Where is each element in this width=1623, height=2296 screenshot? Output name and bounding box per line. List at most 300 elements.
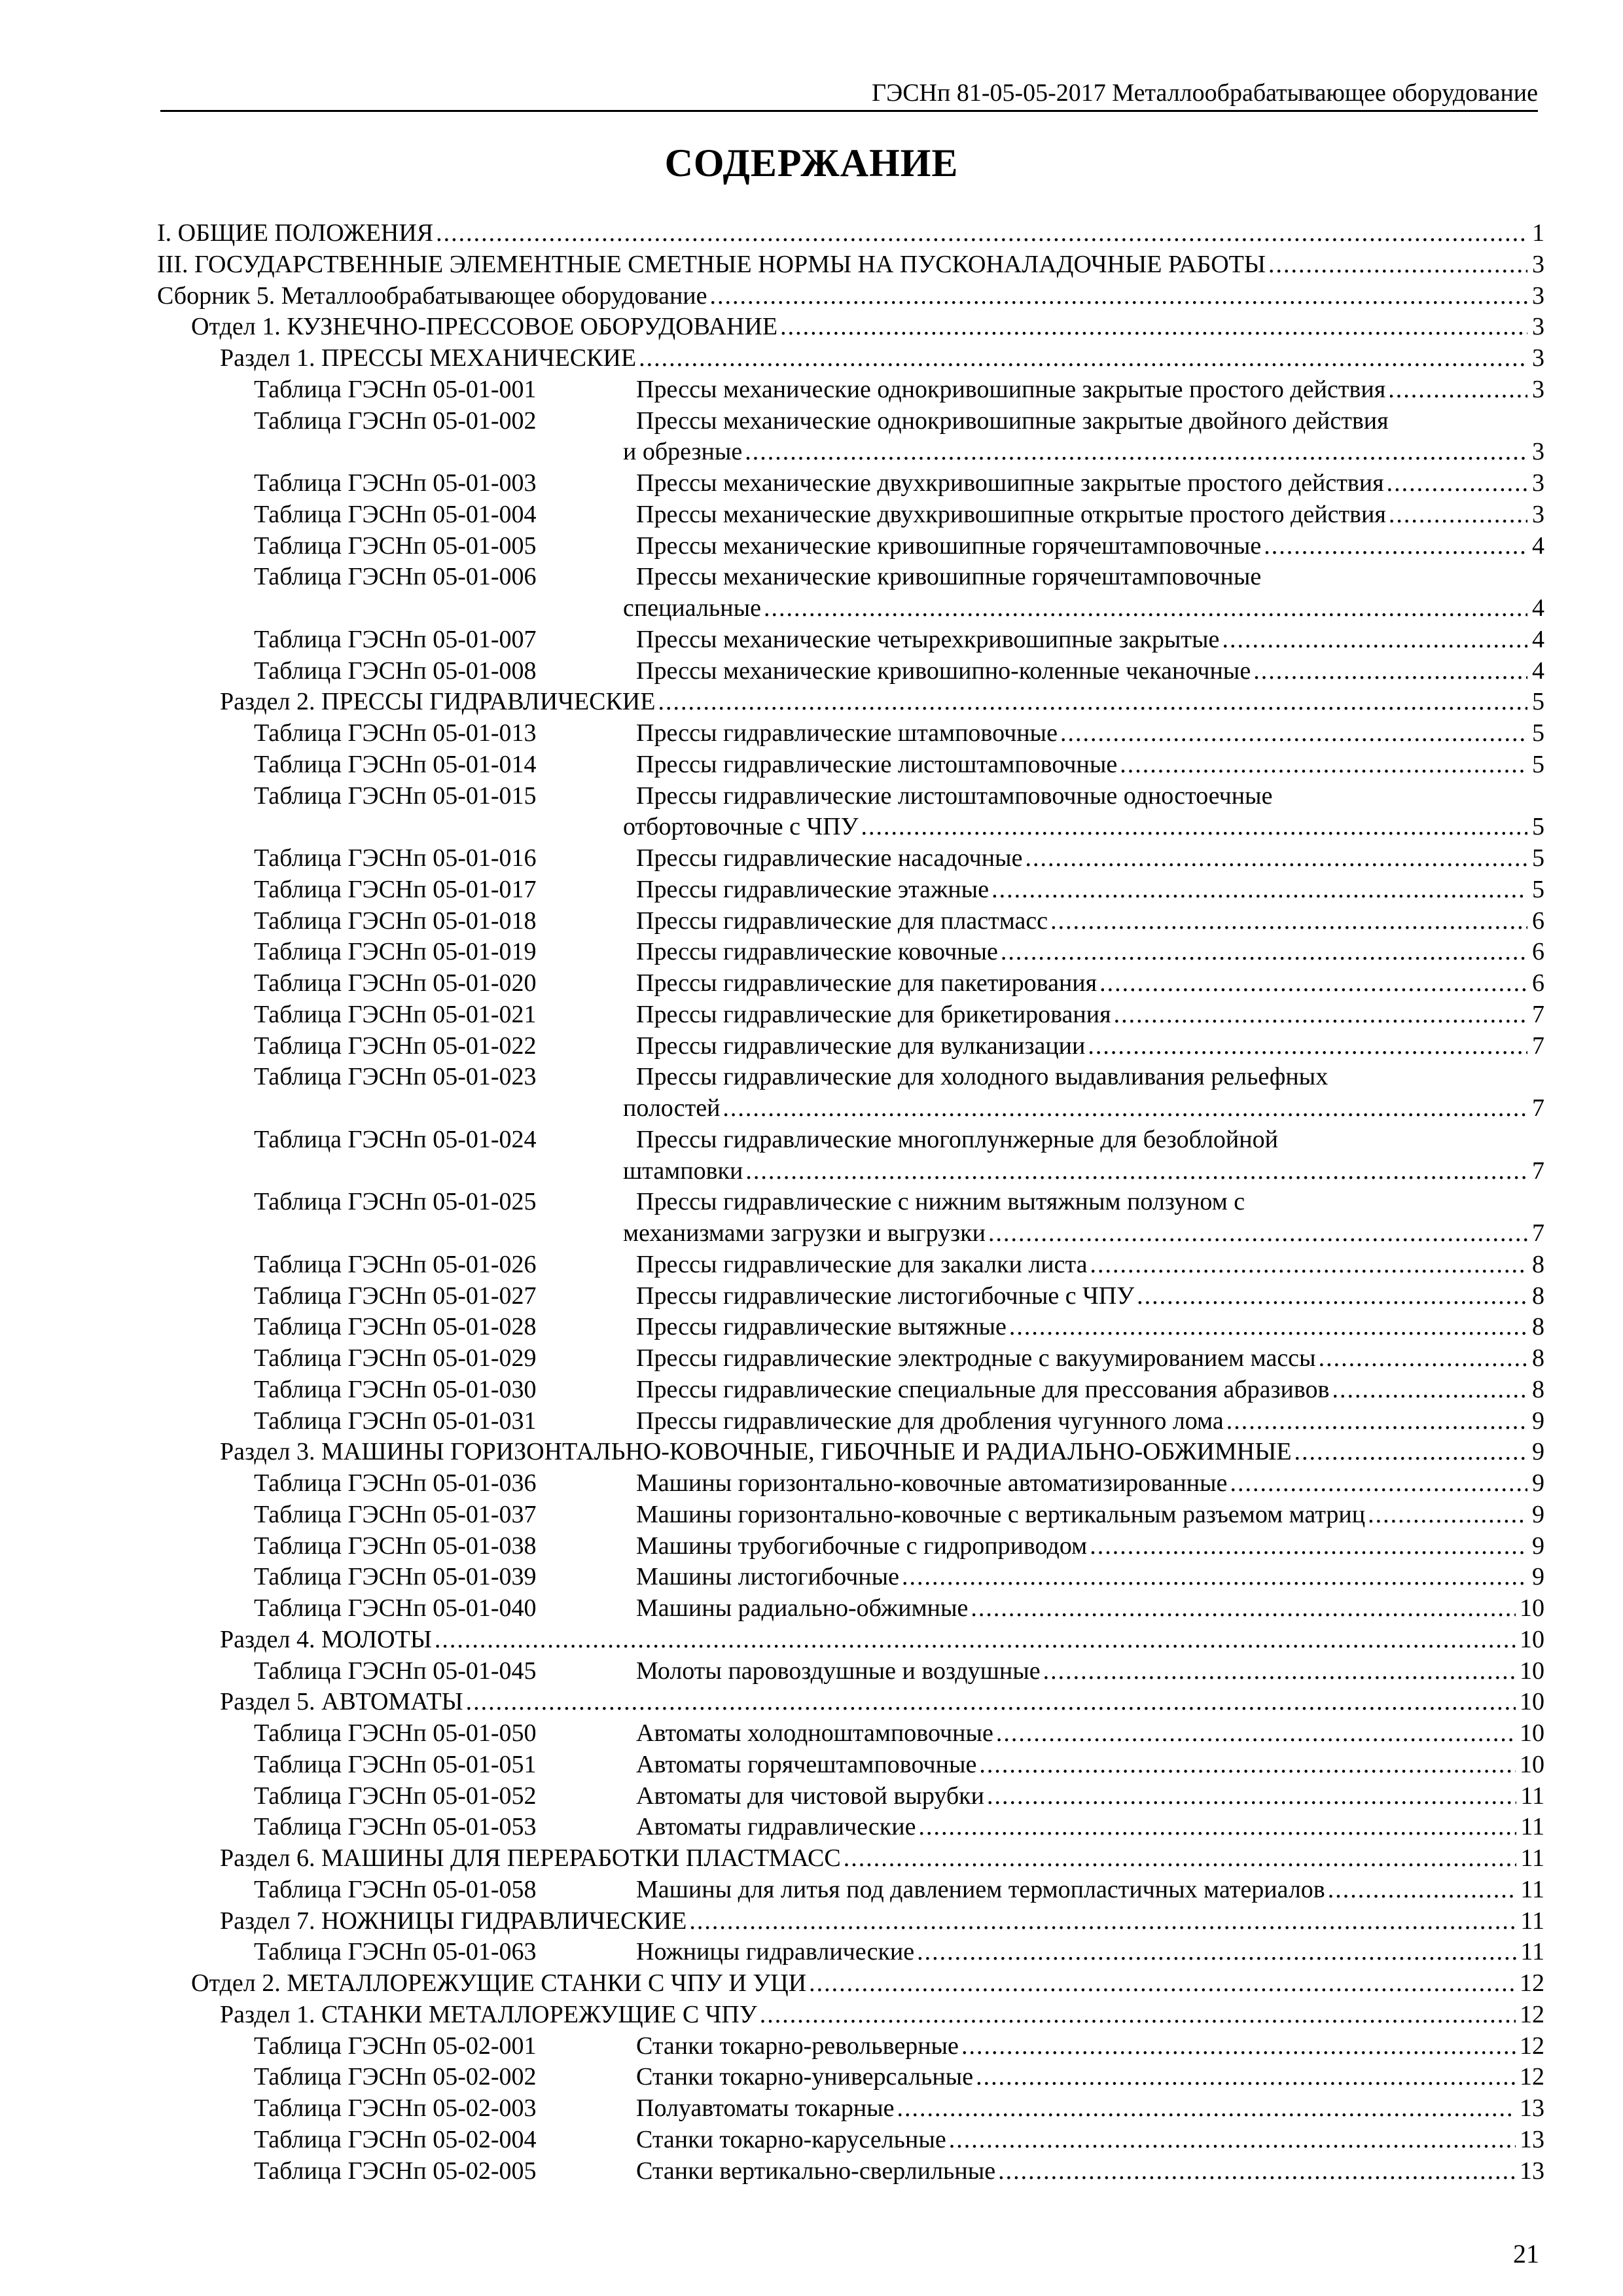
- toc-table-entry[interactable]: [157, 1562, 1544, 1593]
- toc-page-ref: 9: [1532, 1469, 1544, 1497]
- toc-table-desc: Прессы гидравлические электродные с вакуумированием массы: [636, 1344, 1316, 1372]
- toc-page-ref: 6: [1532, 906, 1544, 935]
- dot-leader: [1332, 1374, 1527, 1406]
- toc-table-entry[interactable]: [157, 781, 1544, 812]
- toc-entry[interactable]: [157, 1624, 1544, 1656]
- toc-table-desc: Прессы гидравлические многоплунжерные для безоблойной: [636, 1125, 1278, 1153]
- toc-table-desc: Станки токарно-универсальные: [636, 2063, 974, 2091]
- toc-page-ref: 9: [1532, 1532, 1544, 1560]
- dot-leader: [1268, 249, 1527, 281]
- toc-table-code: Таблица ГЭСНп 05-01-004: [254, 500, 537, 528]
- toc-entry[interactable]: [157, 1968, 1544, 2000]
- toc-page-ref: 9: [1532, 1438, 1544, 1466]
- toc-table-desc-continuation[interactable]: [157, 1156, 1544, 1187]
- toc-table-desc-line: [636, 2031, 1544, 2062]
- toc-page-ref: 3: [1532, 438, 1544, 466]
- toc-table-entry[interactable]: [157, 718, 1544, 749]
- toc-table-entry[interactable]: [157, 1312, 1544, 1343]
- toc-page-ref: 3: [1532, 313, 1544, 341]
- toc-entry-title: Раздел 3. МАШИНЫ ГОРИЗОНТАЛЬНО-КОВОЧНЫЕ, ГИБОЧНЫЕ И РАДИАЛЬНО-ОБЖИМНЫЕ: [220, 1438, 1292, 1466]
- dot-leader: [1090, 1531, 1527, 1562]
- toc-table-code: Таблица ГЭСНп 05-01-020: [254, 969, 537, 997]
- page-number: 21: [1513, 2239, 1539, 2269]
- toc-table-desc-line: [636, 531, 1544, 562]
- toc-table-desc-line: [636, 406, 1544, 437]
- toc-table-code: Таблица ГЭСНп 05-01-036: [254, 1469, 537, 1497]
- toc-table-desc-line: [636, 874, 1544, 906]
- toc-table-desc-line: [636, 499, 1544, 531]
- toc-entry[interactable]: [157, 218, 1544, 249]
- toc-table-desc-line: [636, 2125, 1544, 2156]
- toc-entry-title: Раздел 1. ПРЕССЫ МЕХАНИЧЕСКИЕ: [220, 344, 637, 372]
- toc-entry[interactable]: [157, 1906, 1544, 1937]
- toc-entry-title: Раздел 1. СТАНКИ МЕТАЛЛОРЕЖУЩИЕ С ЧПУ: [220, 2000, 757, 2028]
- toc-table-entry[interactable]: [157, 499, 1544, 531]
- toc-table-code: Таблица ГЭСНп 05-01-013: [254, 719, 537, 747]
- dot-leader: [435, 1624, 1516, 1656]
- toc-entry[interactable]: [157, 687, 1544, 718]
- toc-table-desc: отбортовочные с ЧПУ: [623, 813, 859, 841]
- toc-table-entry[interactable]: [157, 874, 1544, 906]
- toc-page-ref: 5: [1532, 719, 1544, 747]
- toc-table-desc: Ножницы гидравлические: [636, 1938, 915, 1966]
- toc-table-code: Таблица ГЭСНп 05-01-016: [254, 844, 537, 872]
- dot-leader: [1137, 1281, 1527, 1312]
- toc-table-desc-continuation[interactable]: [157, 437, 1544, 468]
- toc-table-desc-line: [636, 562, 1544, 593]
- dot-leader: [1050, 906, 1527, 937]
- toc-table-code: Таблица ГЭСНп 05-01-037: [254, 1500, 537, 1528]
- toc-table-entry[interactable]: [157, 1874, 1544, 1906]
- toc-page-ref: 3: [1532, 281, 1544, 310]
- toc-table-code: Таблица ГЭСНп 05-01-052: [254, 1782, 537, 1810]
- dot-leader: [1253, 656, 1527, 687]
- toc-page-ref: 10: [1520, 1594, 1544, 1622]
- toc-table-entry[interactable]: [157, 1749, 1544, 1781]
- dot-leader: [996, 1718, 1516, 1749]
- toc-entry[interactable]: [157, 1687, 1544, 1718]
- toc-table-desc: Прессы гидравлические этажные: [636, 875, 990, 903]
- toc-table-code: Таблица ГЭСНп 05-01-027: [254, 1282, 537, 1310]
- toc-table-desc: Прессы гидравлические с нижним вытяжным ползуном с: [636, 1188, 1245, 1216]
- toc-table-code: Таблица ГЭСНп 05-01-014: [254, 750, 537, 778]
- toc-table-code: Таблица ГЭСНп 05-01-058: [254, 1875, 537, 1903]
- toc-page-ref: 8: [1532, 1375, 1544, 1403]
- toc-page-ref: 7: [1532, 1031, 1544, 1060]
- toc-table-entry[interactable]: [157, 1062, 1544, 1093]
- toc-table-entry[interactable]: [157, 374, 1544, 406]
- toc-entry-title: Раздел 5. АВТОМАТЫ: [220, 1688, 463, 1716]
- toc-table-desc: Прессы гидравлические листоштамповочные одностоечные: [636, 781, 1273, 810]
- dot-leader: [979, 1749, 1516, 1781]
- toc-entry[interactable]: [157, 249, 1544, 281]
- toc-table-entry[interactable]: [157, 406, 1544, 437]
- toc-table-desc-continuation[interactable]: [157, 812, 1544, 843]
- toc-table-desc: Прессы механические кривошипные горячештамповочные: [636, 531, 1262, 560]
- toc-table-desc-line: [636, 718, 1544, 749]
- dot-leader: [710, 281, 1528, 312]
- toc-table-entry[interactable]: [157, 1406, 1544, 1437]
- dot-leader: [976, 2062, 1516, 2093]
- toc-table-entry[interactable]: [157, 2125, 1544, 2156]
- toc-page-ref: 4: [1532, 594, 1544, 622]
- toc-table-code: Таблица ГЭСНп 05-01-019: [254, 938, 537, 966]
- toc-table-code: Таблица ГЭСНп 05-02-004: [254, 2125, 537, 2153]
- toc-table-entry[interactable]: [157, 2031, 1544, 2062]
- toc-table-desc-line: [636, 1406, 1544, 1437]
- dot-leader: [902, 1562, 1527, 1593]
- dot-leader: [1294, 1437, 1527, 1468]
- toc-page-ref: 5: [1532, 813, 1544, 841]
- toc-page-ref: 9: [1532, 1500, 1544, 1528]
- dot-leader: [722, 1093, 1527, 1124]
- toc-table-code: Таблица ГЭСНп 05-02-001: [254, 2032, 537, 2060]
- toc-page-ref: 4: [1532, 656, 1544, 685]
- toc-table-entry[interactable]: [157, 1249, 1544, 1281]
- toc-table-desc: Прессы гидравлические для закалки листа: [636, 1250, 1088, 1278]
- dot-leader: [760, 2000, 1516, 2031]
- toc-page-ref: 9: [1532, 1407, 1544, 1435]
- toc-table-desc: Машины горизонтально-ковочные с вертикальным разъемом матриц: [636, 1500, 1366, 1528]
- toc-table-code: Таблица ГЭСНп 05-01-053: [254, 1813, 537, 1841]
- toc-table-desc-line: [636, 624, 1544, 656]
- toc-table-entry[interactable]: [157, 1656, 1544, 1687]
- dot-leader: [658, 687, 1527, 718]
- dot-leader: [745, 437, 1527, 468]
- toc-table-entry[interactable]: [157, 1812, 1544, 1843]
- toc-page-ref: 11: [1520, 1844, 1544, 1872]
- toc-table-desc-line: [636, 1593, 1544, 1624]
- toc-entry[interactable]: [157, 343, 1544, 374]
- toc-page-ref: 3: [1532, 469, 1544, 497]
- toc-table-desc-line: [636, 374, 1544, 406]
- toc-table-desc-line: [636, 2156, 1544, 2187]
- toc-table-desc-line: [636, 1249, 1544, 1281]
- dot-leader: [961, 2031, 1516, 2062]
- dot-leader: [809, 1968, 1516, 2000]
- toc-page-ref: 12: [1520, 1969, 1544, 1997]
- toc-table-entry[interactable]: [157, 531, 1544, 562]
- toc-table-entry[interactable]: [157, 1343, 1544, 1374]
- toc-page-ref: 5: [1532, 688, 1544, 716]
- table-of-contents: [157, 218, 1544, 2187]
- toc-page-ref: 12: [1520, 2032, 1544, 2060]
- toc-entry[interactable]: [157, 1843, 1544, 1874]
- toc-table-code: Таблица ГЭСНп 05-01-031: [254, 1407, 537, 1435]
- toc-table-desc: Прессы гидравлические листоштамповочные: [636, 750, 1118, 778]
- toc-table-desc: и обрезные: [623, 438, 743, 466]
- dot-leader: [1001, 937, 1527, 968]
- toc-table-code: Таблица ГЭСНп 05-01-025: [254, 1188, 537, 1216]
- toc-table-desc-continuation[interactable]: [157, 593, 1544, 624]
- toc-table-entry[interactable]: [157, 1781, 1544, 1812]
- toc-table-code: Таблица ГЭСНп 05-01-029: [254, 1344, 537, 1372]
- toc-table-entry[interactable]: [157, 562, 1544, 593]
- toc-table-entry[interactable]: [157, 1281, 1544, 1312]
- dot-leader: [991, 874, 1527, 906]
- toc-table-desc: Полуавтоматы токарные: [636, 2094, 895, 2122]
- dot-leader: [988, 1218, 1527, 1249]
- toc-page-ref: 13: [1520, 2157, 1544, 2185]
- toc-table-entry[interactable]: [157, 624, 1544, 656]
- toc-table-code: Таблица ГЭСНп 05-01-002: [254, 406, 537, 435]
- toc-page-ref: 8: [1532, 1344, 1544, 1372]
- toc-table-entry[interactable]: [157, 2156, 1544, 2187]
- toc-table-code: Таблица ГЭСНп 05-01-038: [254, 1532, 537, 1560]
- toc-table-desc: Станки вертикально-сверлильные: [636, 2157, 996, 2185]
- toc-table-entry[interactable]: [157, 1718, 1544, 1749]
- toc-table-code: Таблица ГЭСНп 05-01-063: [254, 1938, 537, 1966]
- toc-table-desc: Прессы гидравлические для вулканизации: [636, 1031, 1086, 1060]
- toc-table-entry[interactable]: [157, 906, 1544, 937]
- dot-leader: [639, 343, 1527, 374]
- toc-table-desc-line: [623, 593, 1544, 624]
- dot-leader: [897, 2093, 1516, 2125]
- toc-table-desc-line: [636, 656, 1544, 687]
- toc-table-desc: полостей: [623, 1094, 721, 1122]
- toc-table-entry[interactable]: [157, 656, 1544, 687]
- toc-page-ref: 11: [1520, 1938, 1544, 1966]
- toc-table-entry[interactable]: [157, 937, 1544, 968]
- toc-table-desc-line: [636, 843, 1544, 874]
- toc-table-desc: Прессы механические кривошипные горячештамповочные: [636, 563, 1262, 591]
- toc-table-entry[interactable]: [157, 2062, 1544, 2093]
- toc-table-desc-line: [636, 1499, 1544, 1531]
- toc-table-desc-line: [623, 1093, 1544, 1124]
- toc-table-desc-line: [636, 1281, 1544, 1312]
- toc-table-entry[interactable]: [157, 1187, 1544, 1218]
- dot-leader: [971, 1593, 1516, 1624]
- toc-page-ref: 4: [1532, 625, 1544, 653]
- toc-page-ref: 1: [1532, 219, 1544, 247]
- toc-page-ref: 6: [1532, 969, 1544, 997]
- toc-table-desc-line: [623, 812, 1544, 843]
- toc-table-desc-line: [636, 968, 1544, 999]
- dot-leader: [918, 1812, 1516, 1843]
- running-header: [160, 77, 1538, 112]
- toc-table-code: Таблица ГЭСНп 05-01-024: [254, 1125, 537, 1153]
- dot-leader: [436, 218, 1527, 249]
- toc-table-entry[interactable]: [157, 1468, 1544, 1499]
- toc-table-desc: Автоматы горячештамповочные: [636, 1750, 977, 1778]
- toc-table-code: Таблица ГЭСНп 05-01-018: [254, 906, 537, 935]
- toc-table-desc-line: [636, 781, 1544, 812]
- toc-table-desc-line: [636, 468, 1544, 499]
- toc-entry-title: Раздел 2. ПРЕССЫ ГИДРАВЛИЧЕСКИЕ: [220, 688, 656, 716]
- dot-leader: [1388, 374, 1527, 406]
- dot-leader: [764, 593, 1527, 624]
- toc-page-ref: 10: [1520, 1750, 1544, 1778]
- toc-page-ref: 7: [1532, 1157, 1544, 1185]
- toc-entry-title: Сборник 5. Металлообрабатывающее оборудование: [157, 281, 707, 310]
- dot-leader: [1226, 1406, 1527, 1437]
- toc-page-ref: 3: [1532, 500, 1544, 528]
- toc-table-desc: Станки токарно-револьверные: [636, 2032, 959, 2060]
- toc-page-ref: 9: [1532, 1563, 1544, 1591]
- toc-page-ref: 11: [1520, 1907, 1544, 1935]
- toc-page-ref: 8: [1532, 1313, 1544, 1341]
- toc-table-desc-line: [623, 437, 1544, 468]
- toc-page-ref: 5: [1532, 750, 1544, 778]
- toc-table-entry[interactable]: [157, 1937, 1544, 1968]
- toc-table-entry[interactable]: [157, 1374, 1544, 1406]
- toc-table-entry[interactable]: [157, 999, 1544, 1031]
- toc-table-desc: Прессы гидравлические насадочные: [636, 844, 1023, 872]
- toc-table-desc: Автоматы для чистовой вырубки: [636, 1782, 984, 1810]
- toc-page-ref: 13: [1520, 2094, 1544, 2122]
- toc-table-code: Таблица ГЭСНп 05-01-040: [254, 1594, 537, 1622]
- toc-page-ref: 5: [1532, 844, 1544, 872]
- toc-table-desc-line: [636, 906, 1544, 937]
- toc-table-desc-line: [636, 2062, 1544, 2093]
- dot-leader: [1319, 1343, 1527, 1374]
- toc-table-entry[interactable]: [157, 1499, 1544, 1531]
- dot-leader: [917, 1937, 1516, 1968]
- dot-leader: [1025, 843, 1527, 874]
- dot-leader: [949, 2125, 1516, 2156]
- toc-table-desc: Прессы гидравлические для брикетирования: [636, 1000, 1111, 1028]
- toc-page-ref: 11: [1520, 1875, 1544, 1903]
- toc-table-desc: Прессы гидравлические листогибочные с ЧПУ: [636, 1282, 1135, 1310]
- toc-entry-title: I. ОБЩИЕ ПОЛОЖЕНИЯ: [157, 219, 434, 247]
- toc-table-desc-line: [636, 1062, 1544, 1093]
- running-header-text: ГЭСНп 81-05-05-2017 Металлообрабатывающее оборудование: [872, 79, 1538, 107]
- toc-table-desc: Прессы механические кривошипно-коленные чеканочные: [636, 656, 1251, 685]
- toc-table-entry[interactable]: [157, 1124, 1544, 1156]
- dot-leader: [998, 2156, 1516, 2187]
- toc-page-ref: 10: [1520, 1625, 1544, 1653]
- toc-table-entry[interactable]: [157, 843, 1544, 874]
- dot-leader: [1090, 1249, 1527, 1281]
- toc-table-desc-line: [636, 1781, 1544, 1812]
- toc-table-desc-line: [623, 1218, 1544, 1249]
- toc-table-desc: Прессы гидравлические для пластмасс: [636, 906, 1048, 935]
- toc-table-code: Таблица ГЭСНп 05-01-045: [254, 1657, 537, 1685]
- dot-leader: [844, 1843, 1517, 1874]
- toc-page-ref: 5: [1532, 875, 1544, 903]
- toc-table-entry[interactable]: [157, 2093, 1544, 2125]
- dot-leader: [1099, 968, 1527, 999]
- dot-leader: [1088, 1031, 1527, 1062]
- toc-page-ref: 10: [1520, 1688, 1544, 1716]
- toc-table-code: Таблица ГЭСНп 05-01-021: [254, 1000, 537, 1028]
- toc-entry[interactable]: [157, 281, 1544, 312]
- toc-table-desc: Автоматы холодноштамповочные: [636, 1719, 993, 1747]
- dot-leader: [1060, 718, 1527, 749]
- toc-page-ref: 13: [1520, 2125, 1544, 2153]
- toc-page-ref: 6: [1532, 938, 1544, 966]
- toc-table-code: Таблица ГЭСНп 05-01-001: [254, 375, 537, 403]
- toc-table-desc-line: [636, 1124, 1544, 1156]
- toc-entry-title: Раздел 6. МАШИНЫ ДЛЯ ПЕРЕРАБОТКИ ПЛАСТМАСС: [220, 1844, 841, 1872]
- toc-table-desc-line: [636, 1656, 1544, 1687]
- toc-table-desc: Машины листогибочные: [636, 1563, 900, 1591]
- toc-table-desc-line: [636, 1749, 1544, 1781]
- toc-entry[interactable]: [157, 312, 1544, 343]
- toc-table-entry[interactable]: [157, 968, 1544, 999]
- toc-table-desc-line: [636, 1937, 1544, 1968]
- toc-table-desc-continuation[interactable]: [157, 1093, 1544, 1124]
- toc-page-ref: 7: [1532, 1219, 1544, 1247]
- toc-entry-title: Отдел 1. КУЗНЕЧНО-ПРЕССОВОЕ ОБОРУДОВАНИЕ: [191, 313, 778, 341]
- toc-entry[interactable]: [157, 2000, 1544, 2031]
- toc-entry[interactable]: [157, 1437, 1544, 1468]
- dot-leader: [1222, 624, 1527, 656]
- toc-table-desc-line: [636, 1874, 1544, 1906]
- dot-leader: [1368, 1499, 1527, 1531]
- toc-table-code: Таблица ГЭСНп 05-01-017: [254, 875, 537, 903]
- toc-table-code: Таблица ГЭСНп 05-01-015: [254, 781, 537, 810]
- toc-table-desc: Прессы гидравлические для пакетирования: [636, 969, 1097, 997]
- toc-table-code: Таблица ГЭСНп 05-01-022: [254, 1031, 537, 1060]
- toc-table-code: Таблица ГЭСНп 05-01-006: [254, 563, 537, 591]
- toc-table-entry[interactable]: [157, 1031, 1544, 1062]
- toc-table-desc: Автоматы гидравлические: [636, 1813, 916, 1841]
- toc-table-desc-line: [636, 1718, 1544, 1749]
- dot-leader: [987, 1781, 1516, 1812]
- toc-table-desc-line: [636, 1312, 1544, 1343]
- dot-leader: [745, 1156, 1527, 1187]
- toc-table-desc: Прессы механические четырехкривошипные закрытые: [636, 625, 1220, 653]
- toc-entry-title: III. ГОСУДАРСТВЕННЫЕ ЭЛЕМЕНТНЫЕ СМЕТНЫЕ НОРМЫ НА ПУСКОНАЛАДОЧНЫЕ РАБОТЫ: [157, 250, 1266, 278]
- toc-table-code: Таблица ГЭСНп 05-02-005: [254, 2157, 537, 2185]
- toc-table-desc: Прессы механические однокривошипные закрытые простого действия: [636, 375, 1386, 403]
- toc-table-desc: Машины трубогибочные с гидроприводом: [636, 1532, 1088, 1560]
- toc-table-desc-continuation[interactable]: [157, 1218, 1544, 1249]
- dot-leader: [466, 1687, 1516, 1718]
- toc-table-desc-line: [636, 1343, 1544, 1374]
- toc-table-desc-line: [636, 1562, 1544, 1593]
- dot-leader: [1120, 749, 1527, 781]
- toc-page-ref: 3: [1532, 250, 1544, 278]
- toc-table-desc: Прессы гидравлические ковочные: [636, 938, 998, 966]
- toc-table-desc: специальные: [623, 594, 761, 622]
- toc-table-desc-line: [636, 1374, 1544, 1406]
- toc-table-desc-line: [636, 2093, 1544, 2125]
- toc-table-entry[interactable]: [157, 1531, 1544, 1562]
- dot-leader: [1114, 999, 1527, 1031]
- toc-table-code: Таблица ГЭСНп 05-01-026: [254, 1250, 537, 1278]
- toc-page-ref: 12: [1520, 2000, 1544, 2028]
- toc-table-entry[interactable]: [157, 749, 1544, 781]
- toc-table-entry[interactable]: [157, 1593, 1544, 1624]
- toc-table-code: Таблица ГЭСНп 05-01-051: [254, 1750, 537, 1778]
- toc-table-code: Таблица ГЭСНп 05-01-003: [254, 469, 537, 497]
- toc-table-desc: Прессы гидравлические штамповочные: [636, 719, 1058, 747]
- toc-table-code: Таблица ГЭСНп 05-02-002: [254, 2063, 537, 2091]
- toc-table-desc: Машины для литья под давлением термопластичных материалов: [636, 1875, 1325, 1903]
- dot-leader: [1230, 1468, 1527, 1499]
- toc-table-entry[interactable]: [157, 468, 1544, 499]
- toc-page-ref: 10: [1520, 1719, 1544, 1747]
- toc-table-code: Таблица ГЭСНп 05-01-030: [254, 1375, 537, 1403]
- dot-leader: [1328, 1874, 1517, 1906]
- toc-table-desc-line: [636, 749, 1544, 781]
- toc-page-ref: 3: [1532, 344, 1544, 372]
- toc-table-desc: штамповки: [623, 1157, 743, 1185]
- toc-page-ref: 11: [1520, 1782, 1544, 1810]
- toc-table-desc: Прессы гидравлические для дробления чугунного лома: [636, 1407, 1224, 1435]
- toc-table-desc: Прессы гидравлические специальные для прессования абразивов: [636, 1375, 1330, 1403]
- toc-table-desc-line: [636, 1531, 1544, 1562]
- toc-page-ref: 11: [1520, 1813, 1544, 1841]
- toc-page-ref: 8: [1532, 1250, 1544, 1278]
- toc-table-desc: Станки токарно-карусельные: [636, 2125, 946, 2153]
- toc-entry-title: Раздел 4. МОЛОТЫ: [220, 1625, 432, 1653]
- toc-table-desc-line: [636, 1468, 1544, 1499]
- dot-leader: [861, 812, 1528, 843]
- dot-leader: [1389, 499, 1527, 531]
